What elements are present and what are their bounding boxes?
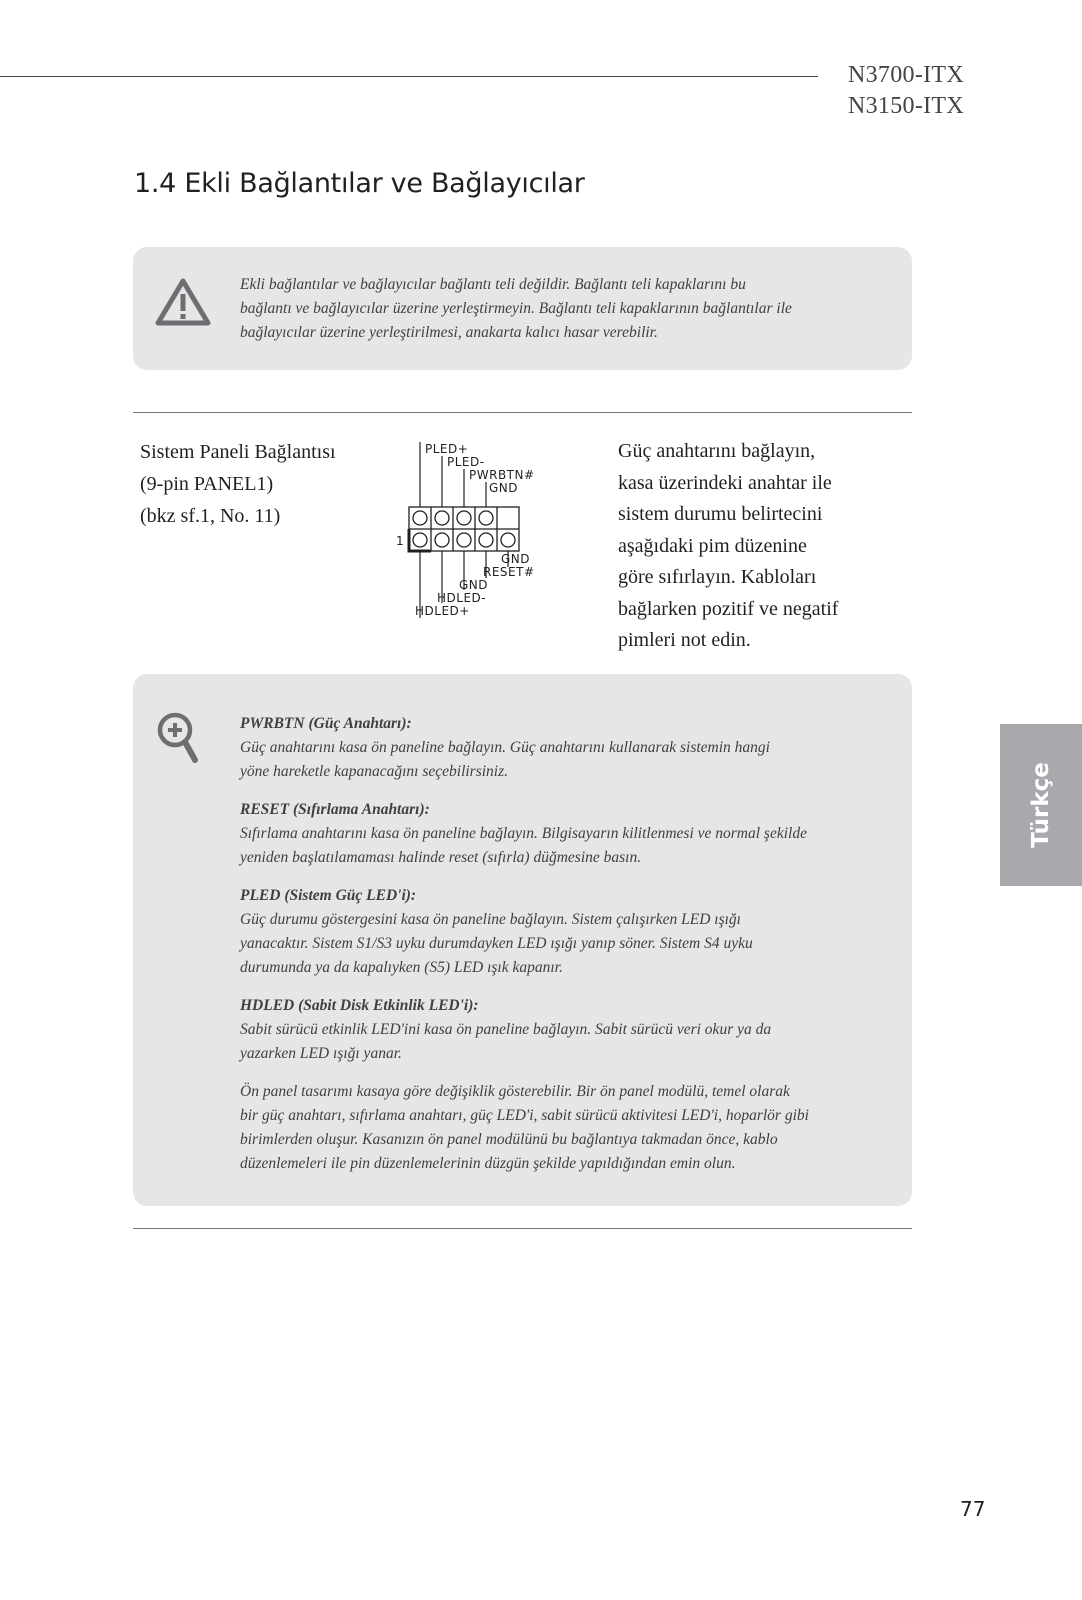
language-tab-label: Türkçe [1028, 762, 1054, 848]
pin1-label: 1 [396, 534, 405, 548]
note-heading: RESET (Sıfırlama Anahtarı): [240, 801, 430, 818]
note-line: Güç durumu göstergesini kasa ön paneline bağlayın. Sistem çalışırken LED ışığı [240, 911, 741, 928]
description-line: sistem durumu belirtecini [618, 503, 823, 525]
caution-line: bağlantı ve bağlayıcılar üzerine yerleştirmeyin. Bağlantı teli kapaklarının bağlantılar ile [240, 300, 792, 317]
note-pwrbtn [240, 712, 870, 784]
model-name-2: N3150-ITX [847, 93, 964, 119]
pin-label-pwrbtn: PWRBTN# [469, 468, 535, 482]
pin-label-gnd-hdled: GND [459, 578, 489, 592]
caution-line: Ekli bağlantılar ve bağlayıcılar bağlantı teli değildir. Bağlantı teli kapaklarını bu [240, 276, 746, 293]
note-line: düzenlemeleri ile pin düzenlemelerinin düzgün şekilde yapıldığından emin olun. [240, 1155, 736, 1172]
warning-triangle-icon [155, 277, 211, 327]
caution-line: bağlayıcılar üzerine yerleştirilmesi, anakarta kalıcı hasar verebilir. [240, 324, 658, 341]
connector-name-line: Sistem Paneli Bağlantısı [140, 441, 336, 463]
notes-content [240, 712, 870, 1190]
magnifier-plus-icon [155, 710, 201, 766]
language-tab [1000, 724, 1082, 886]
note-heading: PWRBTN (Güç Anahtarı): [240, 715, 412, 732]
connector-name-line: (bkz sf.1, No. 11) [140, 505, 281, 527]
note-front-panel [240, 1080, 870, 1176]
note-heading: PLED (Sistem Güç LED'i): [240, 887, 417, 904]
pin-label-gnd-reset: GND [501, 552, 531, 566]
model-name-1: N3700-ITX [847, 62, 964, 88]
pin-label-gnd-top: GND [489, 481, 519, 495]
description-line: Güç anahtarını bağlayın, [618, 440, 816, 462]
pin-label-hdled-minus: HDLED- [437, 591, 487, 605]
caution-text [240, 273, 880, 345]
description-line: kasa üzerindeki anahtar ile [618, 471, 832, 494]
note-line: yeniden başlatılamaması halinde reset (sıfırla) düğmesine basın. [240, 849, 642, 866]
note-line: Güç anahtarını kasa ön paneline bağlayın. Güç anahtarını kullanarak sistemin hangi [240, 739, 770, 756]
panel-pin-diagram [396, 442, 580, 632]
description-line: bağlarken pozitif ve negatif [618, 597, 839, 620]
description-line: aşağıdaki pim düzenine [618, 534, 807, 557]
note-line: birimlerden oluşur. Kasanızın ön panel modülünü bu bağlantıya takmadan önce, kablo [240, 1131, 778, 1148]
pin-label-pled-plus: PLED+ [425, 442, 469, 456]
connector-description [618, 436, 868, 657]
header-rule [0, 76, 818, 77]
pin-label-pled-minus: PLED- [447, 455, 485, 469]
notes-box [133, 674, 912, 1206]
note-line: yöne hareketle kapanacağını seçebilirsiniz. [240, 763, 509, 780]
pin-label-hdled-plus: HDLED+ [415, 604, 470, 618]
description-line: göre sıfırlayın. Kabloları [618, 566, 817, 588]
note-hdled [240, 994, 870, 1066]
note-line: Sabit sürücü etkinlik LED'ini kasa ön paneline bağlayın. Sabit sürücü veri okur ya da [240, 1021, 772, 1038]
caution-box [133, 247, 912, 370]
note-line: Ön panel tasarımı kasaya göre değişiklik gösterebilir. Bir ön panel modülü, temel olarak [240, 1083, 790, 1100]
connector-name-line: (9-pin PANEL1) [140, 473, 274, 495]
note-line: durumunda ya da kapalıyken (S5) LED ışık kapanır. [240, 959, 563, 976]
section-title: 1.4 Ekli Bağlantılar ve Bağlayıcılar [134, 168, 585, 199]
note-line: bir güç anahtarı, sıfırlama anahtarı, güç LED'i, sabit sürücü aktivitesi LED'i, hoparlör gibi [240, 1107, 809, 1124]
description-line: pimleri not edin. [618, 629, 751, 651]
divider-bottom [133, 1228, 912, 1229]
note-reset [240, 798, 870, 870]
note-line: yazarken LED ışığı yanar. [240, 1045, 402, 1062]
note-line: Sıfırlama anahtarını kasa ön paneline bağlayın. Bilgisayarın kilitlenmesi ve normal şekilde [240, 825, 807, 842]
divider-top [133, 412, 912, 413]
note-line: yanacaktır. Sistem S1/S3 uyku durumdayken LED ışığı yanıp söner. Sistem S4 uyku [240, 935, 753, 952]
connector-name [140, 436, 336, 532]
page-number: 77 [960, 1497, 986, 1521]
note-pled [240, 884, 870, 980]
pin-label-reset: RESET# [483, 565, 535, 579]
note-heading: HDLED (Sabit Disk Etkinlik LED'i): [240, 997, 479, 1014]
